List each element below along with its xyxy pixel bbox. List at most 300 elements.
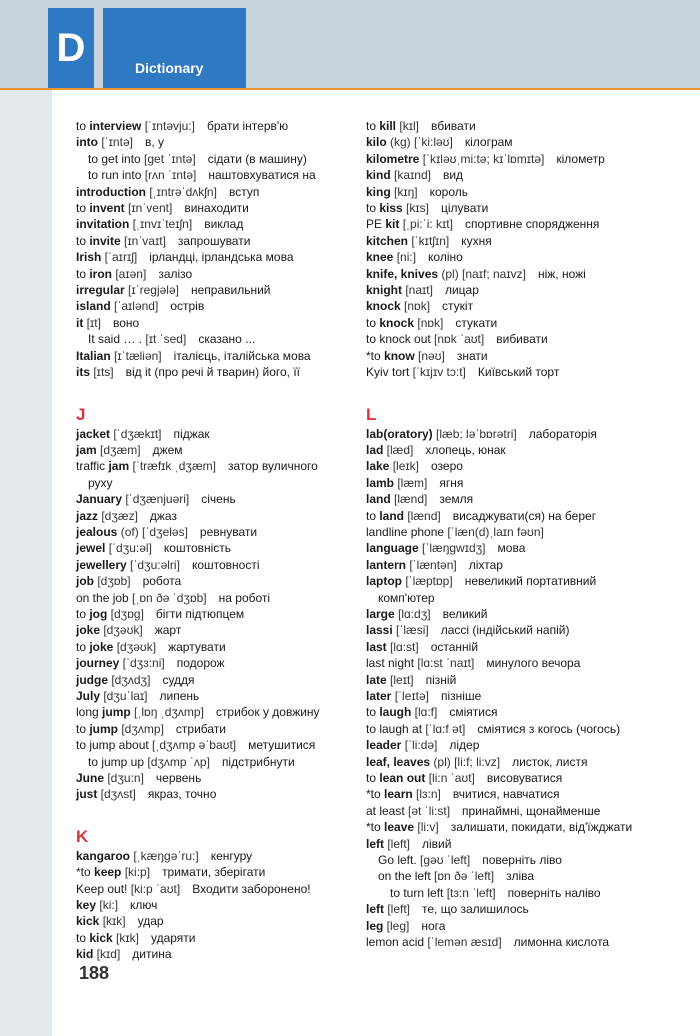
entry-headword: kit <box>385 217 400 232</box>
dictionary-entry <box>366 331 656 347</box>
dictionary-entry <box>366 754 656 770</box>
entry-headword: kitchen <box>366 233 409 248</box>
entry-prefix: long <box>76 705 103 720</box>
entry-translation: робота <box>142 574 182 589</box>
entry-headword: jump <box>102 705 131 720</box>
dictionary-entry <box>76 864 366 880</box>
entry-translation: лідер <box>449 738 480 753</box>
entry-headword: July <box>76 689 101 703</box>
entry-transcription: [left] <box>384 836 411 851</box>
entry-transcription: [kɪd] <box>93 947 121 962</box>
entry-transcription: [ˈleɪtə] <box>391 689 429 703</box>
entry-transcription: [lænd] <box>404 508 441 523</box>
entry-prefix: to <box>366 705 380 720</box>
entry-prefix: *to <box>366 787 385 802</box>
entry-translation: подорож <box>176 656 225 671</box>
entry-translation: кілометр <box>556 151 605 166</box>
entry-headword: jump <box>89 721 119 736</box>
entry-translation: брати інтерв'ю <box>207 119 289 133</box>
dictionary-entry <box>76 721 366 737</box>
entry-headword: judge <box>76 672 108 687</box>
dictionary-entry <box>76 442 366 458</box>
entry-transcription: [ˈlæŋgwɪdʒ] <box>418 541 486 556</box>
entry-translation: кенгуру <box>210 848 253 863</box>
entry-prefix: комп'ютер <box>378 590 435 605</box>
entry-translation: удар <box>137 914 164 929</box>
dictionary-entry <box>76 557 366 573</box>
entry-translation: лассі (індійський напій) <box>440 623 570 638</box>
entry-transcription: [rʌn ˈɪntə] <box>141 168 197 183</box>
dictionary-entry <box>76 331 366 347</box>
entry-prefix: landline phone <box>366 524 445 539</box>
entry-prefix: to run into <box>88 168 142 183</box>
entry-translation: ревнувати <box>199 524 258 539</box>
entry-headword: last <box>366 639 387 654</box>
entry-headword: invent <box>89 201 125 216</box>
dictionary-entry <box>76 672 366 688</box>
dictionary-entry <box>76 622 366 638</box>
entry-prefix: Go left. <box>378 853 417 868</box>
entry-headword: late <box>366 672 387 687</box>
entry-translation: кілограм <box>464 135 513 150</box>
entry-headword: iron <box>89 266 113 281</box>
left-column <box>76 118 366 963</box>
dictionary-entry <box>76 655 366 671</box>
entry-transcription: [ki:p ˈaʊt] <box>127 881 181 896</box>
entry-translation: тримати, зберігати <box>162 865 266 880</box>
entry-transcription: [dʒəʊk] <box>113 639 157 654</box>
section-letter: D <box>48 8 94 88</box>
entry-translation: липень <box>159 689 200 703</box>
section-heading: J <box>76 404 86 424</box>
entry-translation: висаджувати(ся) на берег <box>452 508 597 523</box>
dictionary-entry <box>366 348 656 364</box>
dictionary-entry <box>366 266 656 282</box>
entry-transcription: [ˈɪntə] <box>98 135 133 150</box>
entry-translation: воно <box>112 315 140 330</box>
entry-transcription: [ni:] <box>393 250 417 265</box>
dictionary-entry <box>366 557 656 573</box>
dictionary-entry <box>366 249 656 265</box>
dictionary-entry <box>366 786 656 802</box>
entry-translation: вчитися, навчатися <box>452 787 560 802</box>
dictionary-entry <box>76 282 366 298</box>
entry-headword: leg <box>366 918 384 933</box>
dictionary-entry <box>366 622 656 638</box>
entry-translation: минулого вечора <box>486 656 581 671</box>
dictionary-entry <box>366 364 656 380</box>
entry-headword: kill <box>379 119 397 133</box>
dictionary-entry <box>76 606 366 622</box>
entry-headword: leader <box>366 738 402 753</box>
entry-prefix: lemon acid <box>366 935 425 950</box>
entry-translation: лівий <box>422 836 452 851</box>
section-gap <box>76 803 366 825</box>
dictionary-entry <box>366 200 656 216</box>
entry-headword: kick <box>76 914 100 929</box>
entry-headword: lean out <box>379 771 426 786</box>
entry-prefix: to <box>76 266 90 281</box>
dictionary-entry <box>76 167 366 183</box>
entry-prefix: at least <box>366 803 405 818</box>
entry-prefix: to <box>76 233 90 248</box>
entry-headword: jewellery <box>76 557 127 572</box>
entry-transcription: [ˈdʒɜ:ni] <box>119 656 165 671</box>
entry-translation: якраз, точно <box>147 787 217 802</box>
dictionary-entry <box>366 458 656 474</box>
section-heading: L <box>366 404 377 424</box>
entry-prefix: to jump about <box>76 738 149 753</box>
dictionary-entry <box>366 852 656 868</box>
entry-transcription: [left] <box>384 902 411 917</box>
entry-headword: jazz <box>76 508 99 523</box>
dictionary-entry <box>366 770 656 786</box>
entry-translation: листок, листя <box>512 754 588 769</box>
entry-translation: наштовхуватися на <box>208 168 316 183</box>
dictionary-entry <box>366 704 656 720</box>
entry-prefix: to jump up <box>88 754 145 769</box>
dictionary-entry <box>366 524 656 540</box>
dictionary-entry <box>366 491 656 507</box>
entry-headword: left <box>366 902 384 917</box>
entry-transcription: [ɪnˈvent] <box>124 201 173 216</box>
entry-translation: стрибати <box>175 721 226 736</box>
entry-translation: затор вуличного <box>227 459 318 474</box>
entry-transcription: [ɪˈregjələ] <box>124 283 179 298</box>
entry-transcription: [ˈlæsi] <box>392 623 429 638</box>
entry-prefix: руху <box>88 475 113 490</box>
entry-transcription: (kg) [ˈki:ləʊ] <box>386 135 453 150</box>
entry-transcription: [lɑ:st] <box>386 639 419 654</box>
entry-prefix: on the job <box>76 590 129 605</box>
entry-headword: its <box>76 365 91 380</box>
entry-transcription: [ˌɒn ðə ˈdʒɒb] <box>128 590 207 605</box>
header-tab <box>103 8 246 88</box>
dictionary-entry <box>76 524 366 540</box>
dictionary-entry <box>366 118 656 134</box>
entry-transcription: [ˈlæn(d)ˌlaɪn fəʊn] <box>444 524 544 539</box>
dictionary-entry <box>76 540 366 556</box>
page-number: 188 <box>79 963 110 983</box>
entry-translation: стрибок у довжину <box>215 705 320 720</box>
entry-headword: irregular <box>76 283 125 298</box>
dictionary-entry <box>366 885 656 901</box>
entry-transcription: [ˈdʒu:əl] <box>105 541 152 556</box>
entry-headword: leave <box>384 820 415 835</box>
entry-prefix: to <box>366 119 380 133</box>
entry-transcription: [ˈdʒænjuəri] <box>122 492 190 507</box>
entry-transcription: [ɪnˈvaɪt] <box>120 233 166 248</box>
entry-headword: leaf, leaves <box>366 754 431 769</box>
entry-transcription: [ˈlæptɒp] <box>402 574 453 589</box>
dictionary-entry <box>366 282 656 298</box>
entry-transcription: [lɑ:f] <box>411 705 438 720</box>
entry-translation: сміятися з когось (чогось) <box>477 721 621 736</box>
entry-headword: jealous <box>76 524 118 539</box>
entry-transcription: [dʒʌdʒ] <box>108 672 151 687</box>
entry-transcription: [ˈaɪlənd] <box>110 299 159 314</box>
entry-transcription: [ˈkɪjɪv tɔ:t] <box>409 365 466 380</box>
entry-transcription: [dʒæz] <box>98 508 138 523</box>
entry-translation: суддя <box>162 672 195 687</box>
entry-transcription: (of) [ˈdʒeləs] <box>117 524 188 539</box>
entry-headword: lake <box>366 459 390 474</box>
entry-headword: king <box>366 184 391 199</box>
entry-headword: Italian <box>76 348 111 363</box>
dictionary-entry <box>76 315 366 331</box>
entry-transcription: [ˈaɪrɪʃ] <box>101 250 138 265</box>
section-gap <box>366 381 656 403</box>
entry-translation: ліхтар <box>468 557 503 572</box>
entry-translation: поверніть наліво <box>507 885 601 900</box>
entry-headword: laugh <box>379 705 412 720</box>
entry-headword: kilometre <box>366 151 420 166</box>
entry-transcription: [leɪt] <box>386 672 414 687</box>
entry-headword: key <box>76 898 97 913</box>
entry-headword: just <box>76 787 98 802</box>
dictionary-entry <box>76 508 366 524</box>
entry-translation: запрошувати <box>177 233 251 248</box>
entry-transcription: [ɪts] <box>90 365 114 380</box>
entry-transcription: [ˈkɪtʃɪn] <box>408 233 450 248</box>
entry-transcription: [gəʊ ˈleft] <box>416 853 471 868</box>
entry-headword: knife, knives <box>366 266 439 281</box>
dictionary-entry <box>76 913 366 929</box>
entry-transcription: (pl) [li:f; li:vz] <box>430 754 501 769</box>
entry-prefix: to <box>76 119 90 133</box>
entry-translation: сказано ... <box>198 332 256 347</box>
entry-headword: keep <box>94 865 122 880</box>
entry-transcription: [ˈlɑ:f ət] <box>422 721 466 736</box>
entry-headword: it <box>76 315 84 330</box>
dictionary-entry <box>366 167 656 183</box>
dictionary-entry <box>366 688 656 704</box>
entry-transcription: [naɪt] <box>402 283 433 298</box>
dictionary-entry <box>366 655 656 671</box>
dictionary-entry <box>76 266 366 282</box>
entry-transcription: [ki:p] <box>121 865 151 880</box>
dictionary-entry <box>76 754 366 770</box>
entry-translation: земля <box>439 492 474 507</box>
entry-headword: kind <box>366 168 391 183</box>
dictionary-entry <box>76 249 366 265</box>
entry-translation: італієць, італійська мова <box>173 348 311 363</box>
section-gap <box>76 381 366 403</box>
entry-translation: останній <box>430 639 479 654</box>
dictionary-entry <box>76 348 366 364</box>
entry-prefix: traffic <box>76 459 109 474</box>
entry-translation: знати <box>456 348 488 363</box>
entry-transcription: [dʒʌst] <box>97 787 136 802</box>
dictionary-entry <box>366 233 656 249</box>
entry-transcription: [dʒu:n] <box>104 771 144 786</box>
entry-translation: підстрибнути <box>221 754 295 769</box>
entry-headword: lassi <box>366 623 393 638</box>
entry-transcription: [lænd] <box>390 492 428 507</box>
dictionary-entry <box>76 897 366 913</box>
entry-prefix: It said … . <box>88 332 143 347</box>
entry-headword: interview <box>89 119 142 133</box>
entry-transcription: [li:v] <box>414 820 439 835</box>
dictionary-entry <box>76 848 366 864</box>
entry-transcription: [dʒʌmp ˈʌp] <box>144 754 210 769</box>
entry-prefix: *to <box>366 820 385 835</box>
entry-translation: зліва <box>506 869 535 884</box>
entry-transcription: [ɒn ðə ˈleft] <box>430 869 495 884</box>
entry-translation: виклад <box>204 217 244 232</box>
entry-transcription: [ki:] <box>96 898 119 913</box>
dictionary-entry <box>366 590 656 606</box>
entry-headword: joke <box>89 639 114 654</box>
entry-transcription: [ˌpi:ˈi: kɪt] <box>399 217 453 232</box>
dictionary-entry <box>366 918 656 934</box>
entry-translation: від it (про речі й тварин) його, її <box>125 365 300 380</box>
entry-translation: пізніше <box>440 689 482 703</box>
entry-headword: learn <box>384 787 413 802</box>
dictionary-entry <box>366 819 656 835</box>
margin-band <box>0 88 52 1036</box>
entry-transcription: [ɪt] <box>83 315 101 330</box>
entry-transcription: [nɒk] <box>400 299 431 314</box>
entry-transcription: [lɑ:dʒ] <box>394 606 431 621</box>
entry-translation: принаймні, щонайменше <box>462 803 601 818</box>
entry-translation: лимонна кислота <box>513 935 610 950</box>
dictionary-entry <box>366 868 656 884</box>
entry-translation: метушитися <box>248 738 316 753</box>
dictionary-entry <box>76 426 366 442</box>
entry-translation: залізо <box>158 266 193 281</box>
dictionary-entry <box>76 786 366 802</box>
entry-transcription: [get ˈɪntə] <box>140 151 196 166</box>
entry-translation: ніж, ножі <box>537 266 586 281</box>
entry-translation: коштовності <box>191 557 260 572</box>
entry-translation: стукати <box>455 315 498 330</box>
entry-translation: Входити заборонено! <box>192 881 311 896</box>
entry-translation: піджак <box>173 426 210 441</box>
dictionary-entry <box>76 200 366 216</box>
entry-transcription: [kɪŋ] <box>390 184 418 199</box>
entry-transcription: [kɪk] <box>99 914 126 929</box>
entry-prefix: to laugh at <box>366 721 423 736</box>
dictionary-entry <box>366 606 656 622</box>
dictionary-entry <box>76 590 366 606</box>
entry-transcription: [læd] <box>383 442 414 457</box>
right-column <box>366 118 656 951</box>
dictionary-entry <box>76 881 366 897</box>
entry-headword: job <box>76 574 94 589</box>
entry-headword: land <box>366 492 391 507</box>
entry-translation: коштовність <box>163 541 232 556</box>
dictionary-entry <box>366 508 656 524</box>
entry-prefix: *to <box>76 865 95 880</box>
entry-headword: island <box>76 299 111 314</box>
entry-translation: лабораторія <box>528 426 597 441</box>
entry-headword: joke <box>76 623 101 638</box>
entry-headword: kangaroo <box>76 848 131 863</box>
entry-transcription: [lɜ:n] <box>412 787 441 802</box>
dictionary-entry <box>76 298 366 314</box>
dictionary-entry <box>366 540 656 556</box>
entry-transcription: [ˈdʒækɪt] <box>110 426 162 441</box>
dictionary-entry <box>76 639 366 655</box>
entry-transcription: [ˈlemən æsɪd] <box>424 935 502 950</box>
entry-translation: сідати (в машину) <box>207 151 307 166</box>
dictionary-entry <box>76 737 366 753</box>
entry-prefix: Kyiv tort <box>366 365 410 380</box>
entry-transcription: [ˌkæŋgəˈru:] <box>130 848 199 863</box>
dictionary-entry <box>366 573 656 589</box>
entry-translation: в, у <box>144 135 164 150</box>
entry-headword: laptop <box>366 574 402 589</box>
entry-translation: винаходити <box>184 201 249 216</box>
entry-transcription: [nɒk] <box>414 315 444 330</box>
entry-translation: хлопець, юнак <box>425 442 506 457</box>
entry-prefix: to get into <box>88 151 141 166</box>
dictionary-entry <box>76 770 366 786</box>
entry-transcription: [ˌdʒʌmp əˈbaʊt] <box>148 738 237 753</box>
entry-transcription: [læb; ləˈbɒrətri] <box>432 426 517 441</box>
section-heading: K <box>76 826 89 846</box>
dictionary-entry <box>76 233 366 249</box>
entry-headword: jam <box>108 459 130 474</box>
dictionary-entry <box>366 184 656 200</box>
entry-prefix: to <box>366 315 380 330</box>
dictionary-entry <box>366 836 656 852</box>
entry-prefix: to <box>366 201 380 216</box>
entry-translation: неправильний <box>190 283 271 298</box>
header-divider <box>0 88 700 90</box>
entry-headword: know <box>384 348 415 363</box>
entry-headword: knee <box>366 250 394 265</box>
entry-transcription: [ˈdʒu:əlri] <box>126 557 180 572</box>
dictionary-entry <box>366 134 656 150</box>
entry-headword: lamb <box>366 475 395 490</box>
entry-headword: large <box>366 606 395 621</box>
entry-headword: left <box>366 836 384 851</box>
entry-headword: Irish <box>76 250 102 265</box>
entry-transcription: [kaɪnd] <box>390 168 431 183</box>
entry-translation: джаз <box>149 508 177 523</box>
entry-headword: language <box>366 541 419 556</box>
dictionary-entry <box>76 134 366 150</box>
entry-prefix: to <box>76 721 90 736</box>
dictionary-entry <box>76 184 366 200</box>
header-title: Dictionary <box>135 60 204 76</box>
dictionary-entry <box>366 721 656 737</box>
dictionary-entry <box>366 672 656 688</box>
entry-prefix: to <box>76 930 90 945</box>
dictionary-entry <box>366 151 656 167</box>
entry-transcription: [kɪk] <box>112 930 139 945</box>
entry-transcription: [ˌɪnvɪˈteɪʃn] <box>129 217 193 232</box>
dictionary-entry <box>76 151 366 167</box>
entry-translation: бігти підтюпцем <box>155 606 245 621</box>
entry-prefix: to <box>76 606 90 621</box>
entry-transcription: [kɪs] <box>402 201 429 216</box>
entry-translation: ягня <box>439 475 464 490</box>
entry-headword: journey <box>76 656 120 671</box>
dictionary-entry <box>76 118 366 134</box>
entry-prefix: to <box>366 508 380 523</box>
entry-transcription: [dʒʌmp] <box>118 721 164 736</box>
entry-transcription: [ˈkɪləʊˌmi:tə; kɪˈlɒmɪtə] <box>419 151 545 166</box>
entry-transcription: [ˌɪntrəˈdʌkʃn] <box>145 184 217 199</box>
entry-transcription: [ɪˈtæliən] <box>110 348 162 363</box>
entry-transcription: [dʒɒg] <box>107 606 144 621</box>
entry-headword: kid <box>76 947 94 962</box>
dictionary-entry <box>76 458 366 474</box>
entry-transcription: [li:n ˈaʊt] <box>425 771 475 786</box>
